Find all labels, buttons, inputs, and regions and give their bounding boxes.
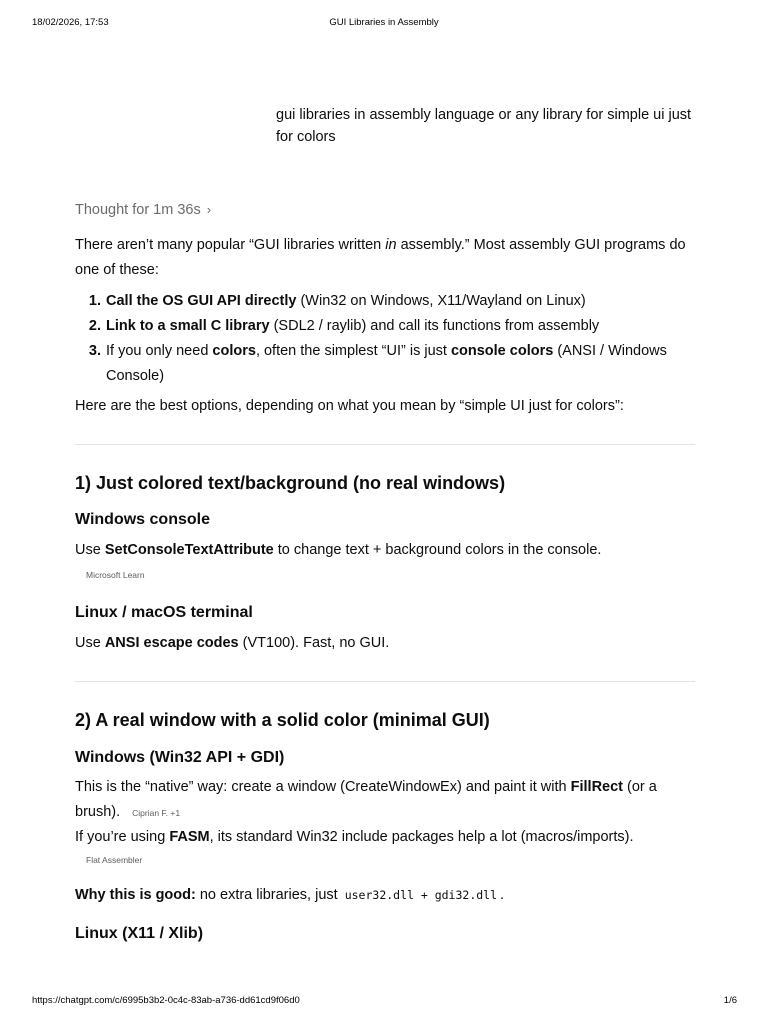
print-url: https://chatgpt.com/c/6995b3b2-0c4c-83ab-a736-dd61cd9f06d0 (32, 995, 300, 1006)
divider (75, 444, 695, 445)
step-text: (Win32 on Windows, X11/Wayland on Linux) (296, 293, 586, 309)
api-name: FillRect (570, 779, 623, 795)
page-number: 1/6 (723, 995, 737, 1006)
why-paragraph (75, 883, 695, 908)
text: . (500, 887, 505, 903)
step-bold: Link to a small C library (106, 318, 270, 334)
section1-heading: 1) Just colored text/background (no real windows) (75, 473, 506, 493)
options-intro: Here are the best options, depending on what you mean by “simple UI just for colors”: (75, 398, 624, 414)
text: to change text + background colors in the console. (273, 542, 602, 558)
source-citation[interactable]: Ciprian F. +1 (132, 808, 181, 818)
step-text: If you only need (106, 343, 213, 359)
section2-heading: 2) A real window with a solid color (minimal GUI) (75, 710, 490, 730)
print-date: 18/02/2026, 17:53 (32, 17, 109, 28)
step-text: , often the simplest “UI” is just (255, 343, 451, 359)
text: Use (75, 635, 105, 651)
thought-label: Thought for 1m 36s (75, 202, 201, 218)
text: , its standard Win32 include packages help a lot (macros/imports). (209, 829, 634, 845)
user-message: gui libraries in assembly language or any library for simple ui just for colors (276, 107, 692, 145)
assistant-response (75, 199, 695, 945)
print-header (0, 17, 768, 31)
divider (75, 681, 695, 682)
print-footer (0, 995, 768, 1009)
thought-toggle[interactable] (75, 199, 695, 221)
windows-console-paragraph (75, 538, 695, 563)
why-label: Why this is good: (75, 887, 196, 903)
list-item (105, 314, 695, 339)
list-item (105, 339, 695, 389)
source-citation[interactable]: Flat Assembler (86, 855, 143, 865)
inline-code: user32.dll + gdi32.dll (344, 888, 498, 902)
source-citation[interactable]: Microsoft Learn (86, 570, 145, 580)
steps-list (75, 289, 695, 389)
text: Use (75, 542, 105, 558)
step-bold: colors (212, 343, 256, 359)
xlib-heading: Linux (X11 / Xlib) (75, 925, 204, 942)
step-bold: Call the OS GUI API directly (106, 293, 297, 309)
text: If you’re using (75, 829, 170, 845)
text: (VT100). Fast, no GUI. (238, 635, 390, 651)
fasm-paragraph (75, 825, 695, 850)
intro-text-2: assembly.” Most assembly GUI programs do one of these: (75, 237, 686, 278)
text: (or a brush). (75, 779, 657, 820)
text: This is the “native” way: create a window (CreateWindowEx) and paint it with (75, 779, 571, 795)
intro-text-1: There aren’t many popular “GUI libraries written (75, 237, 386, 253)
api-name: SetConsoleTextAttribute (104, 542, 274, 558)
term-name: ANSI escape codes (104, 635, 239, 651)
win32-paragraph (75, 775, 695, 825)
list-item (105, 289, 695, 314)
win32-heading: Windows (Win32 API + GDI) (75, 749, 285, 766)
linux-terminal-paragraph (75, 631, 695, 656)
linux-terminal-heading: Linux / macOS terminal (75, 604, 253, 621)
step-text: (SDL2 / raylib) and call its functions from assembly (269, 318, 600, 334)
intro-paragraph (75, 233, 695, 283)
text: no extra libraries, just (195, 887, 342, 903)
chevron-right-icon: › (206, 202, 212, 217)
step-text: (ANSI / Windows Console) (106, 343, 667, 384)
print-title: GUI Libraries in Assembly (329, 17, 439, 28)
windows-console-heading: Windows console (75, 511, 210, 528)
tool-name: FASM (169, 829, 210, 845)
intro-emphasis: in (385, 237, 397, 253)
step-bold: console colors (450, 343, 554, 359)
